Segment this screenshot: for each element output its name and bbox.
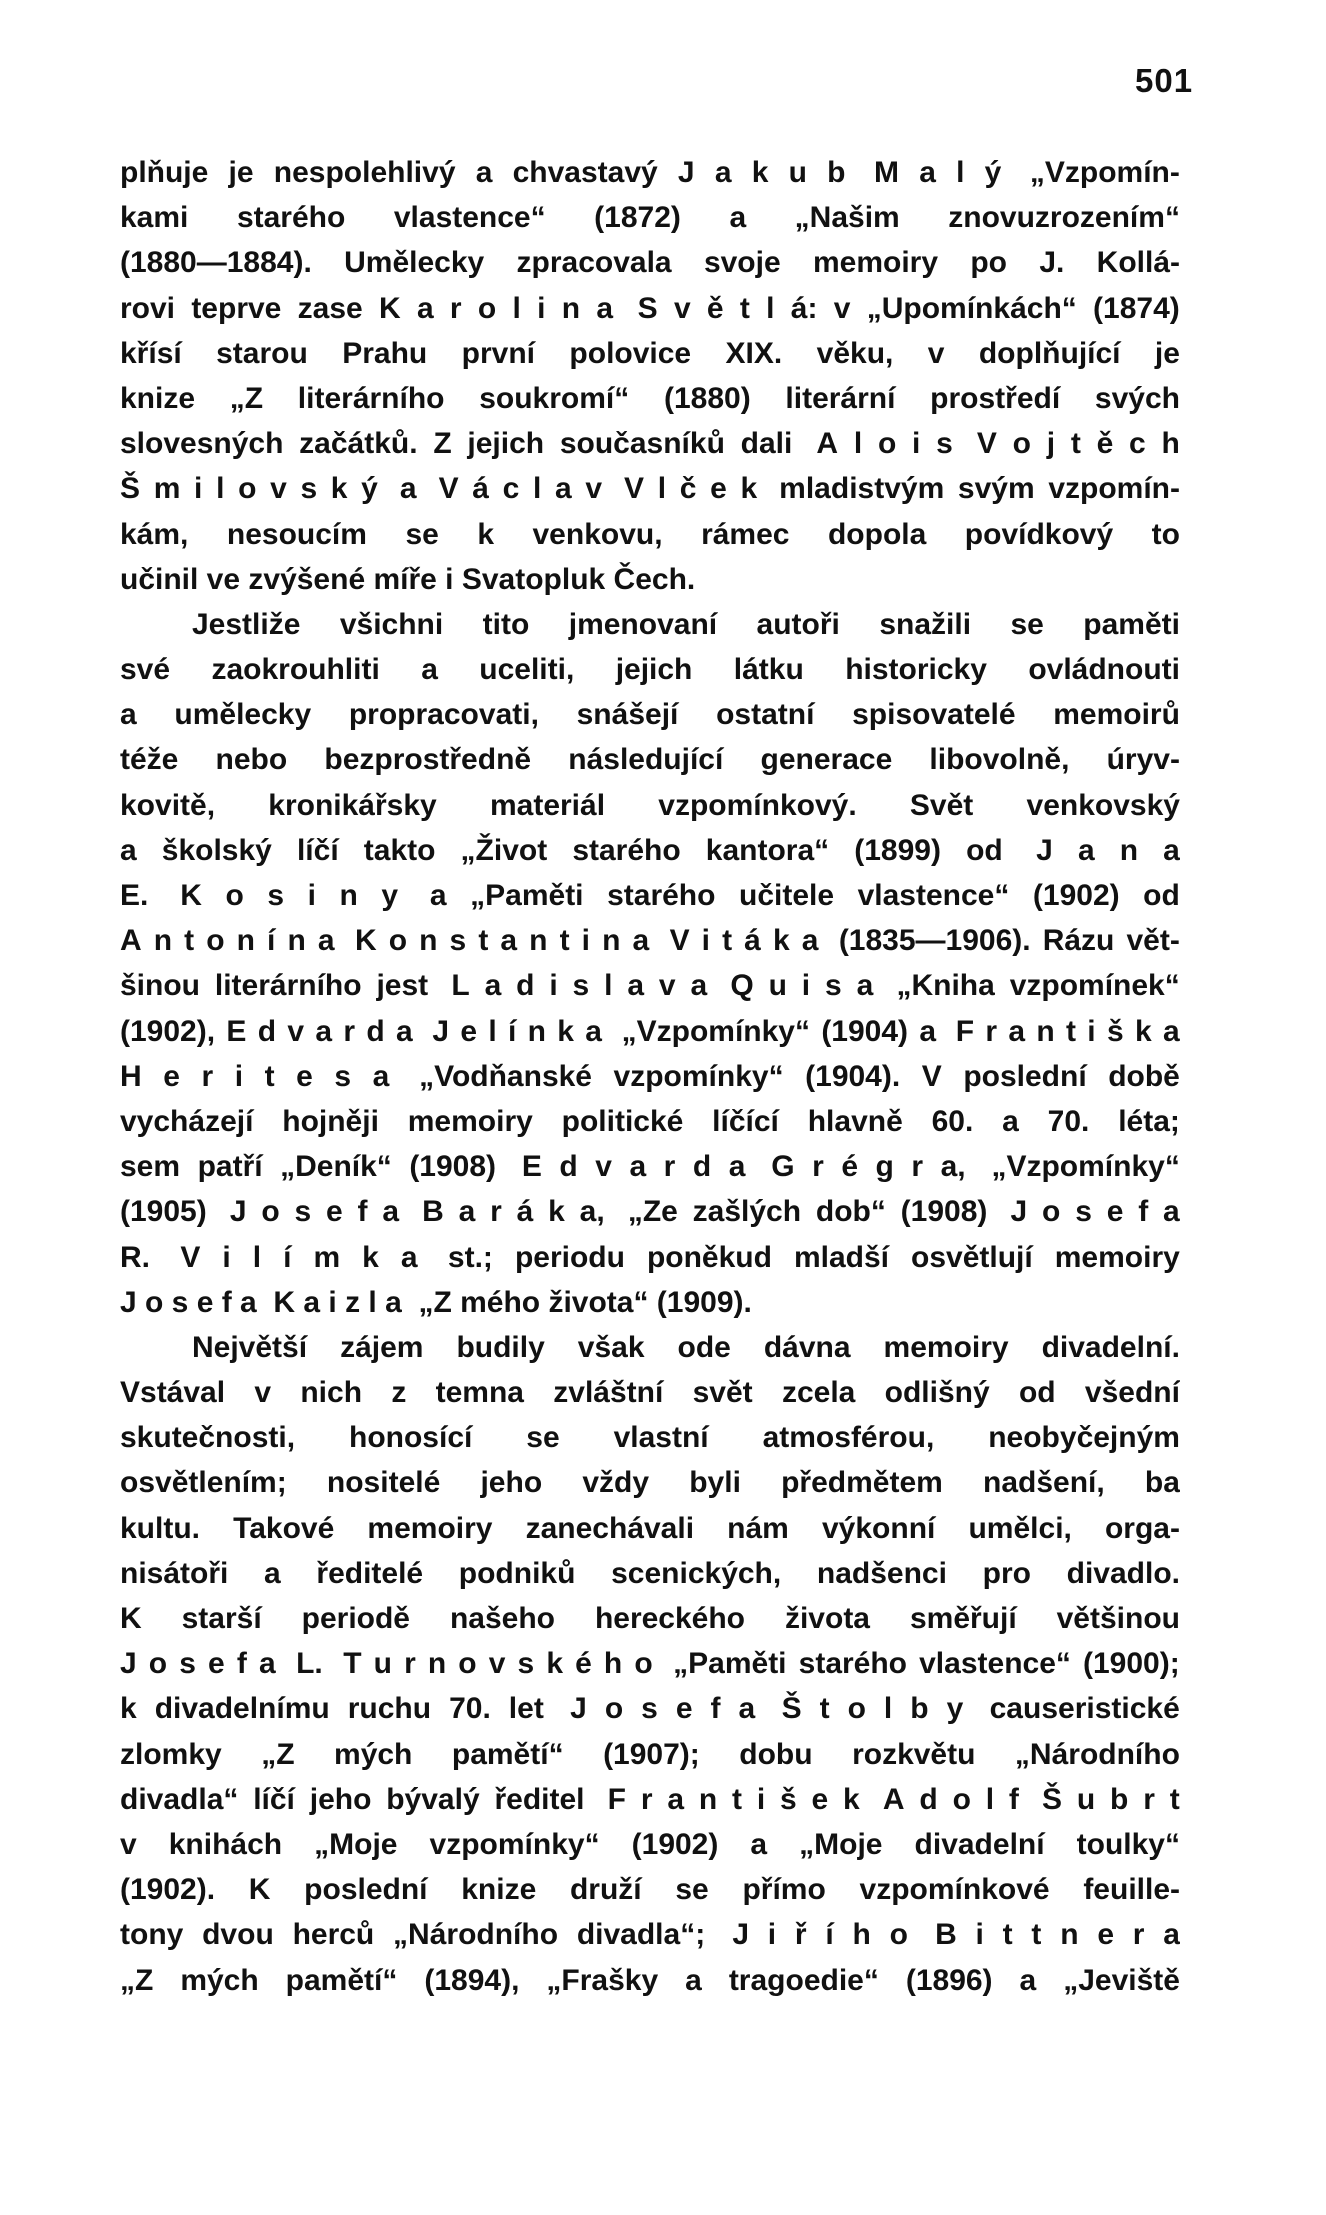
text-line: Jestliže všichni tito jmenovaní autoři snažili se paměti (192, 607, 1180, 641)
text-line: A n t o n í n a K o n s t a n t i n a V i t á k a (1835—1906). Rázu vět- (120, 924, 1180, 958)
text-line: šinou literárního jest L a d i s l a v a Q u i s a „Kniha vzpomínek“ (120, 969, 1180, 1003)
text-line: křísí starou Prahu první polovice XIX. věku, v doplňující je (120, 336, 1180, 370)
text-line: Největší zájem budily však ode dávna memoiry divadelní. (192, 1330, 1180, 1364)
text-line: divadla“ líčí jeho bývalý ředitel F r a n t i š e k A d o l f Š u b r t (120, 1782, 1180, 1816)
text-line: kám, nesoucím se k venkovu, rámec dopola povídkový to (120, 517, 1180, 551)
text-line: sem patří „Deník“ (1908) E d v a r d a G r é g r a, „Vzpomínky“ (120, 1150, 1180, 1184)
text-line: (1880—1884). Umělecky zpracovala svoje memoiry po J. Kollá- (120, 246, 1180, 280)
text-line: k divadelnímu ruchu 70. let J o s e f a Š t o l b y causeristické (120, 1692, 1180, 1726)
text-line: E. K o s i n y a „Paměti starého učitele vlastence“ (1902) od (120, 879, 1180, 912)
text-line: (1902), E d v a r d a J e l í n k a „Vzpomínky“ (1904) a F r a n t i š k a (120, 1014, 1180, 1048)
text-line: J o s e f a K a i z l a „Z mého života“ (1909). (120, 1285, 752, 1319)
text-line: slovesných začátků. Z jejich současníků dali A l o i s V o j t ě c h (120, 427, 1180, 461)
text-line: v knihách „Moje vzpomínky“ (1902) a „Moje divadelní toulky“ (120, 1827, 1180, 1861)
text-line: kovitě, kronikářsky materiál vzpomínkový. Svět venkovský (120, 788, 1180, 822)
text-line: (1902). K poslední knize druží se přímo vzpomínkové feuille- (120, 1873, 1180, 1907)
text-line: J o s e f a L. T u r n o v s k é h o „Paměti starého vlastence“ (1900); (120, 1647, 1180, 1681)
text-line: rovi teprve zase K a r o l i n a S v ě t l á: v „Upomínkách“ (1874) (120, 291, 1180, 325)
text-line: Š m i l o v s k ý a V á c l a v V l č e k mladistvým svým vzpomín- (120, 472, 1180, 506)
text-line: kultu. Takové memoiry zanechávali nám výkonní umělci, orga- (120, 1511, 1180, 1545)
text-line: nisátoři a ředitelé podniků scenických, nadšenci pro divadlo. (120, 1556, 1180, 1590)
text-line: osvětlením; nositelé jeho vždy byli předmětem nadšení, ba (120, 1466, 1180, 1500)
text-line: plňuje je nespolehlivý a chvastavý J a k u b M a l ý „Vzpomín- (120, 156, 1180, 189)
text-line: Vstával v nich z temna zvláštní svět zcela odlišný od všední (120, 1376, 1180, 1410)
body-text (120, 150, 1180, 2003)
text-line: (1905) J o s e f a B a r á k a, „Ze zašlých dob“ (1908) J o s e f a (120, 1195, 1180, 1229)
text-line: „Z mých pamětí“ (1894), „Frašky a tragoedie“ (1896) a „Jeviště (120, 1963, 1180, 1997)
text-line: tony dvou herců „Národního divadla“; J i ř í h o B i t t n e r a (120, 1918, 1180, 1952)
text-line: učinil ve zvýšené míře i Svatopluk Čech. (120, 562, 696, 596)
text-line: vycházejí hojněji memoiry politické líčící hlavně 60. a 70. léta; (120, 1104, 1180, 1138)
text-line: K starší periodě našeho hereckého života směřují většinou (120, 1602, 1180, 1635)
text-line: skutečnosti, honosící se vlastní atmosférou, neobyčejným (120, 1421, 1180, 1455)
text-line: R. V i l í m k a st.; periodu poněkud mladší osvětlují memoiry (120, 1240, 1180, 1274)
page-number: 501 (1135, 62, 1194, 99)
text-line: své zaokrouhliti a uceliti, jejich látku historicky ovládnouti (120, 653, 1180, 687)
text-line: a školský líčí takto „Život starého kantora“ (1899) od J a n a (120, 833, 1180, 867)
text-line: zlomky „Z mých pamětí“ (1907); dobu rozkvětu „Národního (120, 1737, 1180, 1771)
text-line: H e r i t e s a „Vodňanské vzpomínky“ (1904). V poslední době (120, 1059, 1180, 1093)
text-line: a umělecky propracovati, snášejí ostatní spisovatelé memoirů (120, 698, 1180, 732)
text-line: téže nebo bezprostředně následující generace libovolně, úryv- (120, 743, 1180, 777)
text-line: kami starého vlastence“ (1872) a „Našim znovuzrozením“ (120, 201, 1180, 235)
text-line: knize „Z literárního soukromí“ (1880) literární prostředí svých (120, 381, 1180, 415)
